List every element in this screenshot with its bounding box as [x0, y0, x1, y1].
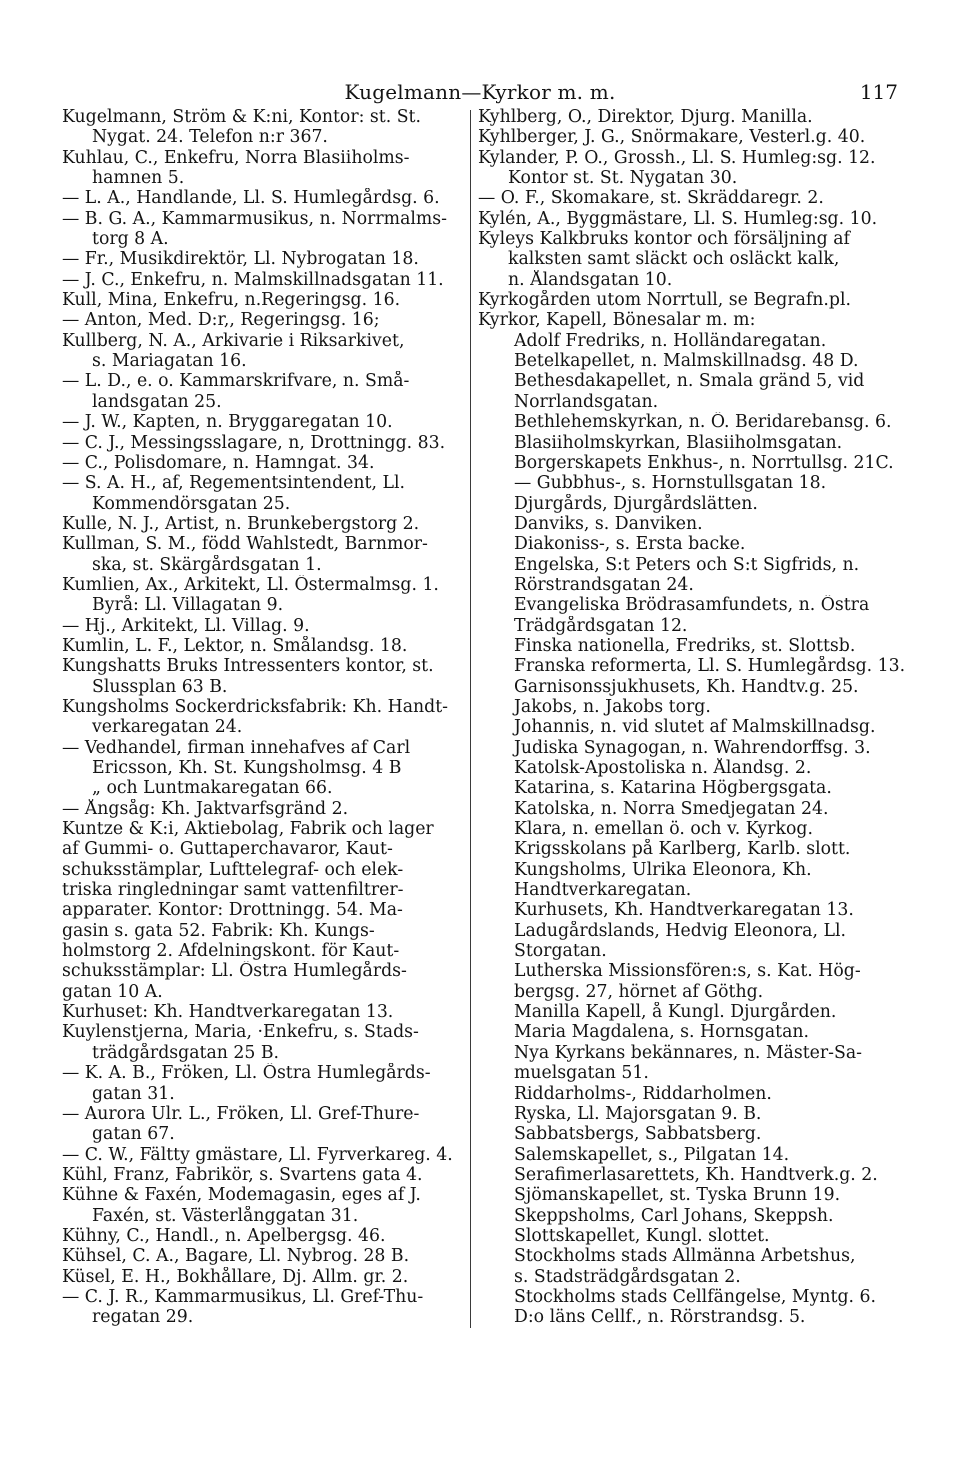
- directory-entry-line: gatan 31.: [92, 1083, 175, 1104]
- directory-entry-line: Kuntze & K:i, Aktiebolag, Fabrik och lager: [62, 819, 434, 840]
- directory-entry-line: Danviks, s. Danviken.: [514, 513, 703, 534]
- directory-entry-line: Lutherska Missionsfören:s, s. Kat. Hög-: [514, 961, 861, 982]
- directory-entry-line: schuksstämplar, Lufttelegraf- och elek-: [62, 859, 404, 880]
- directory-entry-line: Handtverkaregatan.: [514, 880, 692, 901]
- directory-entry-line: — J. W., Kapten, n. Bryggaregatan 10.: [62, 412, 393, 433]
- directory-entry-line: Kyleys Kalkbruks kontor och försäljning af: [478, 229, 850, 250]
- right-column: [478, 107, 908, 1328]
- directory-entry-line: — Vedhandel, firman innehafves af Carl: [62, 737, 411, 758]
- directory-entry-line: Adolf Fredriks, n. Holländaregatan.: [514, 330, 827, 351]
- directory-entry-line: Jakobs, n. Jakobs torg.: [514, 696, 711, 717]
- directory-entry-line: Katolsk-Apostoliska n. Ålandsg. 2.: [514, 758, 812, 778]
- directory-entry-line: regatan 29.: [92, 1307, 194, 1328]
- column-divider: [470, 110, 471, 1328]
- directory-entry-line: Kyrkor, Kapell, Bönesalar m. m:: [478, 310, 756, 331]
- directory-entry-line: trädgårdsgatan 25 B.: [92, 1042, 280, 1063]
- directory-entry-line: Küsel, E. H., Bokhållare, Dj. Allm. gr. 2.: [62, 1266, 409, 1287]
- directory-entry-line: Kullman, S. M., född Wahlstedt, Barnmor-: [62, 534, 428, 555]
- directory-entry-line: Judiska Synagogan, n. Wahrendorffsg. 3.: [514, 737, 871, 758]
- directory-entry-line: Kühl, Franz, Fabrikör, s. Svartens gata 4.: [62, 1164, 423, 1185]
- directory-entry-line: Slottskapellet, Kungl. slottet.: [514, 1225, 770, 1246]
- directory-entry-line: D:o läns Cellf., n. Rörstrandsg. 5.: [514, 1307, 806, 1328]
- directory-entry-line: Katolska, n. Norra Smedjegatan 24.: [514, 798, 829, 819]
- directory-entry-line: Kyhlberg, O., Direktor, Djurg. Manilla.: [478, 107, 813, 127]
- directory-entry-line: Kumlien, Ax., Arkitekt, Ll. Östermalmsg. 1.: [62, 574, 439, 595]
- directory-entry-line: — J. C., Enkefru, n. Malmskillnadsgatan 11.: [62, 269, 444, 290]
- directory-entry-line: Kommendörsgatan 25.: [92, 493, 291, 514]
- directory-entry-line: Kühsel, C. A., Bagare, Ll. Nybrog. 28 B.: [62, 1246, 410, 1267]
- directory-entry-line: Kylén, A., Byggmästare, Ll. S. Humleg:sg. 10.: [478, 208, 878, 229]
- directory-entry-line: Kungsholms, Ulrika Eleonora, Kh.: [514, 859, 812, 880]
- directory-entry-line: Sjömanskapellet, st. Tyska Brunn 19.: [514, 1185, 841, 1206]
- directory-entry-line: Betelkapellet, n. Malmskillnadsg. 48 D.: [514, 351, 859, 372]
- directory-entry-line: Kumlin, L. F., Lektor, n. Smålandsg. 18.: [62, 635, 408, 656]
- page-number: 117: [859, 80, 898, 104]
- directory-entry-line: Kungshatts Bruks Intressenters kontor, st.: [62, 656, 434, 677]
- directory-entry-line: Byrå: Ll. Villagatan 9.: [92, 595, 284, 616]
- directory-entry-line: — C. J., Messingsslagare, n, Drottningg. 83.: [62, 432, 446, 453]
- directory-entry-line: s. Stadsträdgårdsgatan 2.: [514, 1266, 741, 1287]
- directory-entry-line: Nygat. 24. Telefon n:r 367.: [92, 127, 328, 148]
- directory-entry-line: Ryska, Ll. Majorsgatan 9. B.: [514, 1103, 762, 1124]
- directory-entry-line: gatan 10 A.: [62, 981, 163, 1002]
- directory-entry-line: — O. F., Skomakare, st. Skräddaregr. 2.: [478, 188, 824, 209]
- directory-entry-line: Krigsskolans på Karlberg, Karlb. slott.: [514, 839, 851, 860]
- directory-entry-line: Garnisonssjukhusets, Kh. Handtv.g. 25.: [514, 676, 859, 697]
- directory-entry-line: Ericsson, Kh. St. Kungsholmsg. 4 B: [92, 758, 402, 778]
- directory-entry-line: verkaregatan 24.: [92, 717, 243, 738]
- directory-entry-line: Kontor st. St. Nygatan 30.: [508, 168, 738, 189]
- directory-entry-line: — Anton, Med. D:r,, Regeringsg. 16;: [62, 310, 380, 331]
- directory-entry-line: kalksten samt släckt och osläckt kalk,: [508, 249, 840, 270]
- directory-entry-line: Serafimerlasarettets, Kh. Handtverk.g. 2.: [514, 1164, 878, 1185]
- directory-entry-line: Storgatan.: [514, 941, 607, 962]
- directory-entry-line: triska ringledningar samt vattenfiltrer-: [62, 880, 404, 901]
- directory-entry-line: holmstorg 2. Afdelningskont. för Kaut-: [62, 941, 400, 962]
- directory-entry-line: Bethesdakapellet, n. Smala gränd 5, vid: [514, 371, 865, 392]
- directory-entry-line: — L. A., Handlande, Ll. S. Humlegårdsg. 6.: [62, 188, 440, 209]
- directory-entry-line: Kuhlau, C., Enkefru, Norra Blasiiholms-: [62, 147, 410, 168]
- directory-entry-line: Trädgårdsgatan 12.: [514, 615, 688, 636]
- directory-entry-line: apparater. Kontor: Drottningg. 54. Ma-: [62, 900, 403, 921]
- directory-entry-line: hamnen 5.: [92, 168, 185, 189]
- directory-entry-line: Kühny, C., Handl., n. Apelbergsg. 46.: [62, 1225, 386, 1246]
- directory-entry-line: Stockholms stads Allmänna Arbetshus,: [514, 1246, 856, 1267]
- directory-entry-line: Manilla Kapell, å Kungl. Djurgården.: [514, 1002, 837, 1023]
- directory-entry-line: Nya Kyrkans bekännares, n. Mäster-Sa-: [514, 1042, 862, 1063]
- directory-entry-line: — Aurora Ulr. L., Fröken, Ll. Gref-Thure-: [62, 1103, 420, 1124]
- directory-entry-line: af Gummi- o. Guttaperchavaror, Kaut-: [62, 839, 393, 860]
- directory-entry-line: Slussplan 63 B.: [92, 676, 228, 697]
- directory-entry-line: Sabbatsbergs, Sabbatsberg.: [514, 1124, 762, 1145]
- directory-entry-line: Franska reformerta, Ll. S. Humlegårdsg. 13.: [514, 656, 906, 677]
- directory-entry-line: — Hj., Arkitekt, Ll. Villag. 9.: [62, 615, 310, 636]
- directory-entry-line: — S. A. H., af, Regementsintendent, Ll.: [62, 473, 405, 494]
- directory-entry-line: Kurhusets, Kh. Handtverkaregatan 13.: [514, 900, 854, 921]
- directory-entry-line: Rörstrandsgatan 24.: [514, 574, 694, 595]
- directory-entry-line: torg 8 A.: [92, 229, 169, 250]
- directory-entry-line: Ladugårdslands, Hedvig Eleonora, Ll.: [514, 920, 846, 941]
- directory-entry-line: Kühne & Faxén, Modemagasin, eges af J.: [62, 1185, 421, 1206]
- directory-entry-line: Faxén, st. Västerlånggatan 31.: [92, 1205, 359, 1226]
- directory-entry-line: Kulle, N. J., Artist, n. Brunkebergstorg 2.: [62, 513, 420, 534]
- directory-entry-line: „ och Luntmakaregatan 66.: [92, 778, 333, 799]
- directory-entry-line: ska, st. Skärgårdsgatan 1.: [92, 554, 322, 575]
- directory-entry-line: — C., Polisdomare, n. Hamngat. 34.: [62, 452, 375, 473]
- directory-entry-line: Katarina, s. Katarina Högbergsgata.: [514, 778, 832, 799]
- directory-entry-line: muelsgatan 51.: [514, 1063, 649, 1084]
- directory-entry-line: Kuylenstjerna, Maria, ·Enkefru, s. Stads-: [62, 1022, 419, 1043]
- directory-entry-line: Kungsholms Sockerdricksfabrik: Kh. Handt-: [62, 696, 448, 717]
- directory-entry-line: landsgatan 25.: [92, 391, 222, 412]
- directory-entry-line: Kullberg, N. A., Arkivarie i Riksarkivet,: [62, 330, 405, 351]
- directory-entry-line: Johannis, n. vid slutet af Malmskillnadsg.: [514, 717, 876, 738]
- directory-entry-line: Djurgårds, Djurgårdslätten.: [514, 493, 758, 514]
- directory-entry-line: bergsg. 27, hörnet af Göthg.: [514, 981, 764, 1002]
- directory-entry-line: — C. W., Fältty gmästare, Ll. Fyrverkareg. 4.: [62, 1144, 453, 1165]
- directory-entry-line: Kurhuset: Kh. Handtverkaregatan 13.: [62, 1002, 394, 1023]
- directory-entry-line: — Ångsåg: Kh. Jaktvarfsgränd 2.: [62, 798, 349, 819]
- directory-entry-line: Kugelmann, Ström & K:ni, Kontor: st. St.: [62, 107, 421, 127]
- directory-entry-line: — C. J. R., Kammarmusikus, Ll. Gref-Thu-: [62, 1286, 424, 1307]
- directory-entry-line: — L. D., e. o. Kammarskrifvare, n. Små-: [62, 371, 410, 392]
- directory-entry-line: Blasiiholmskyrkan, Blasiiholmsgatan.: [514, 432, 843, 453]
- directory-entry-line: gatan 67.: [92, 1124, 175, 1145]
- directory-entry-line: schuksstämplar: Ll. Östra Humlegårds-: [62, 961, 407, 982]
- directory-entry-line: Salemskapellet, s., Pilgatan 14.: [514, 1144, 790, 1165]
- directory-entry-line: — B. G. A., Kammarmusikus, n. Norrmalms-: [62, 208, 447, 229]
- directory-entry-line: Bethlehemskyrkan, n. Ö. Beridarebansg. 6.: [514, 412, 892, 433]
- running-header: Kugelmann—Kyrkor m. m.: [344, 80, 616, 104]
- directory-entry-line: Finska nationella, Fredriks, st. Slottsb.: [514, 635, 856, 656]
- directory-entry-line: Norrlandsgatan.: [514, 391, 659, 412]
- directory-entry-line: Evangeliska Brödrasamfundets, n. Östra: [514, 595, 870, 616]
- directory-entry-line: Maria Magdalena, s. Hornsgatan.: [514, 1022, 810, 1043]
- directory-entry-line: gasin s. gata 52. Fabrik: Kh. Kungs-: [62, 920, 375, 941]
- directory-entry-line: Engelska, S:t Peters och S:t Sigfrids, n.: [514, 554, 860, 575]
- directory-entry-line: Stockholms stads Cellfängelse, Myntg. 6.: [514, 1286, 876, 1307]
- directory-entry-line: n. Ålandsgatan 10.: [508, 269, 673, 290]
- directory-entry-line: — Fr., Musikdirektör, Ll. Nybrogatan 18.: [62, 249, 419, 270]
- directory-entry-line: s. Mariagatan 16.: [92, 351, 247, 372]
- left-column: [62, 107, 472, 1328]
- directory-entry-line: — K. A. B., Fröken, Ll. Östra Humlegårds-: [62, 1063, 431, 1084]
- directory-entry-line: Riddarholms-, Riddarholmen.: [514, 1083, 772, 1104]
- directory-entry-line: — Gubbhus-, s. Hornstullsgatan 18.: [514, 473, 827, 494]
- directory-entry-line: Skeppsholms, Carl Johans, Skeppsh.: [514, 1205, 834, 1226]
- directory-entry-line: Kull, Mina, Enkefru, n.Regeringsg. 16.: [62, 290, 401, 311]
- directory-entry-line: Kyhlberger, J. G., Snörmakare, Vesterl.g. 40.: [478, 127, 866, 148]
- directory-entry-line: Klara, n. emellan ö. och v. Kyrkog.: [514, 819, 813, 840]
- directory-entry-line: Diakoniss-, s. Ersta backe.: [514, 534, 746, 555]
- directory-entry-line: Kylander, P. O., Grossh., Ll. S. Humleg:sg. 12.: [478, 147, 876, 168]
- directory-entry-line: Kyrkogården utom Norrtull, se Begrafn.pl.: [478, 290, 852, 311]
- directory-entry-line: Borgerskapets Enkhus-, n. Norrtullsg. 21C.: [514, 452, 894, 473]
